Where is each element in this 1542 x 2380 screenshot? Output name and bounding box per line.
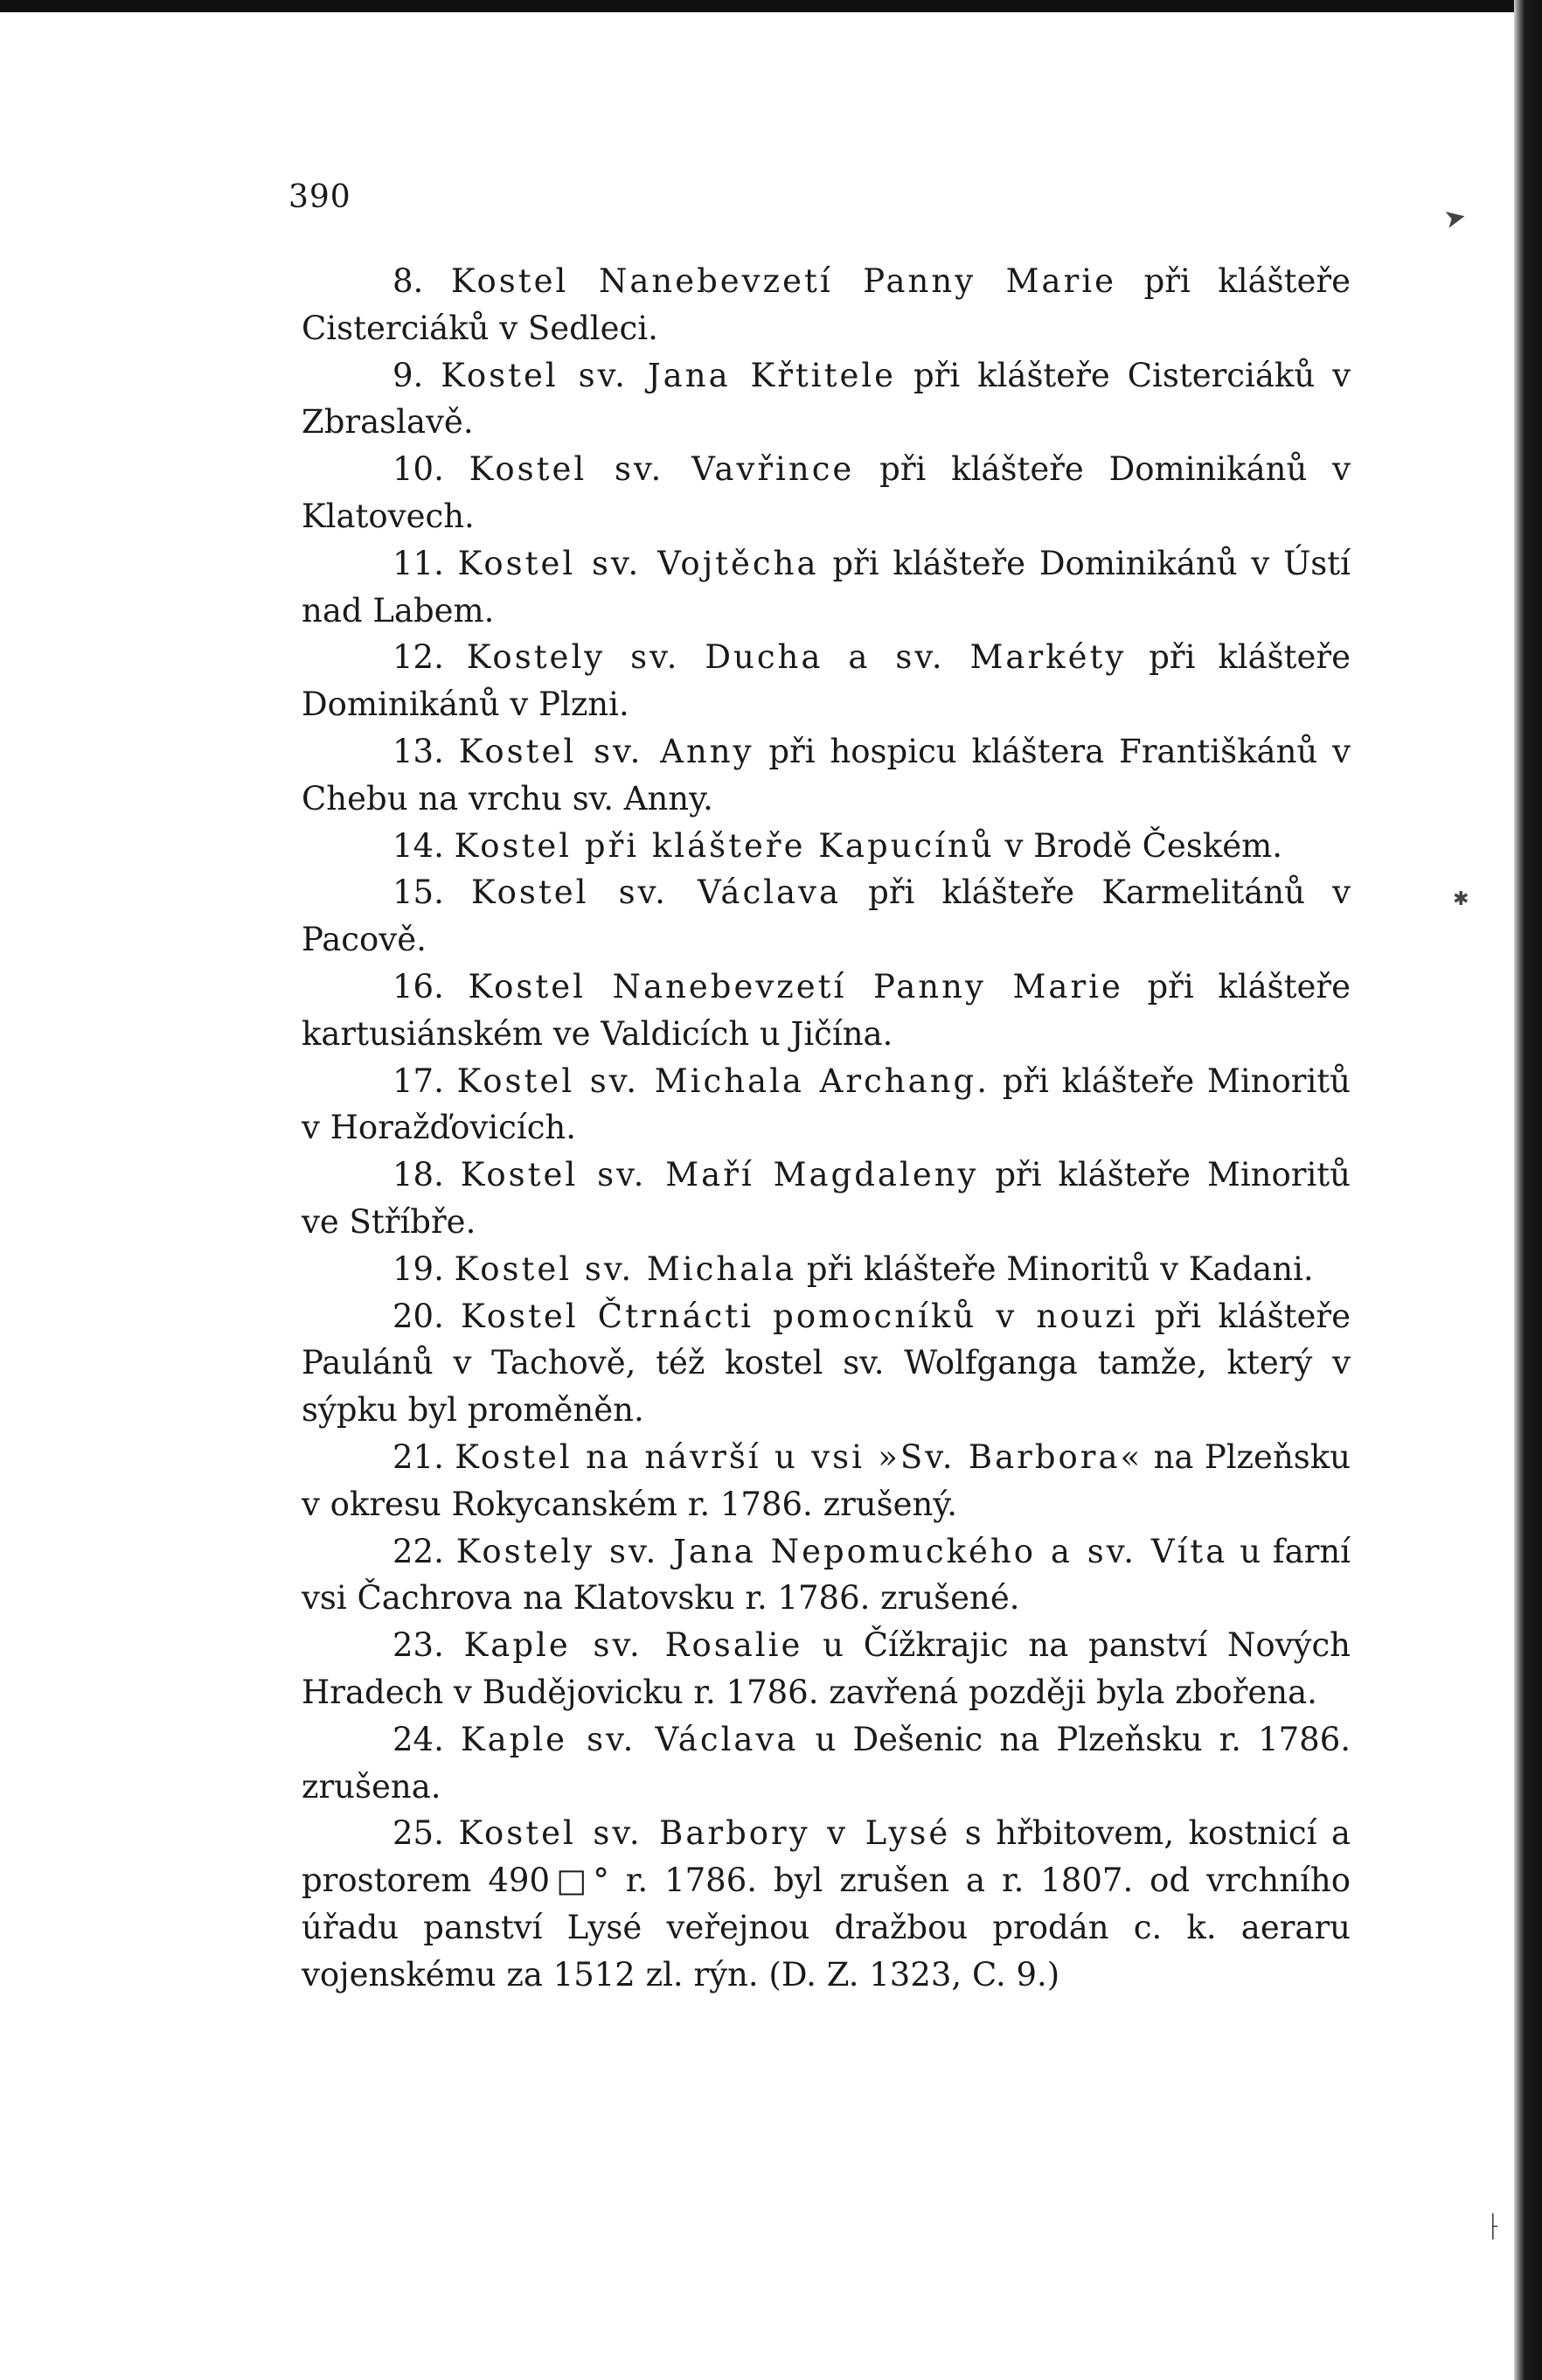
entry-heading: Kostel sv. Maří Magdaleny bbox=[460, 1156, 979, 1194]
entry-text: při klášteře Minoritů v Horažďovicích. bbox=[302, 1061, 1351, 1147]
entry-text: při klášteře Minoritů ve Stříbře. bbox=[302, 1156, 1351, 1241]
entry-number: 25. bbox=[392, 1814, 444, 1853]
list-item bbox=[302, 446, 1351, 540]
entry-heading: Kaple sv. Václava bbox=[460, 1720, 799, 1758]
list-item bbox=[302, 258, 1351, 352]
entry-text: při klášteře Paulánů v Tachově, též kostel sv. Wolfganga tamže, který v sýpku byl proměněn. bbox=[302, 1297, 1351, 1430]
entry-text: při hospicu kláštera Františkánů v Chebu na vrchu sv. Anny. bbox=[302, 732, 1351, 818]
margin-arrow-mark-icon: ➤ bbox=[1441, 200, 1469, 236]
entry-heading: Kostel sv. Vavřince bbox=[469, 450, 855, 489]
list-item bbox=[302, 728, 1351, 823]
entry-text: u Čížkrajic na panství Nových Hradech v Budějovicku r. 1786. zavřená později byla zbořena. bbox=[302, 1626, 1351, 1711]
list-item bbox=[302, 1810, 1351, 1998]
list-item bbox=[302, 1716, 1351, 1811]
page-number: 390 bbox=[288, 179, 351, 215]
entry-heading: Kostely sv. Jana Nepomuckého a sv. Víta bbox=[455, 1532, 1228, 1570]
entry-heading: Kaple sv. Rosalie bbox=[463, 1626, 803, 1665]
list-item bbox=[302, 823, 1351, 870]
entry-number: 19. bbox=[392, 1249, 444, 1288]
entry-heading: Kostel sv. Michala bbox=[454, 1249, 797, 1288]
list-item bbox=[302, 1246, 1351, 1293]
entry-number: 18. bbox=[392, 1156, 444, 1194]
margin-star-mark-icon: ✱ bbox=[1453, 888, 1469, 910]
entry-text: na Plzeňsku v okresu Rokycanském r. 1786. zrušený. bbox=[302, 1437, 1351, 1523]
entry-number: 13. bbox=[392, 732, 444, 770]
entry-text: v Brodě Českém. bbox=[994, 826, 1282, 865]
entry-text: při klášteře Dominikánů v Ústí nad Labem. bbox=[302, 544, 1351, 630]
entry-number: 22. bbox=[392, 1532, 444, 1570]
entry-number: 12. bbox=[392, 638, 444, 677]
scan-right-border bbox=[1514, 0, 1542, 2380]
entry-heading: Kostel sv. Michala Archang. bbox=[456, 1061, 990, 1100]
entry-heading: Kostel Nanebevzetí Panny Marie bbox=[468, 967, 1123, 1006]
margin-tick-mark-icon: ⸠ bbox=[1488, 2210, 1503, 2240]
list-item bbox=[302, 352, 1351, 447]
entry-number: 15. bbox=[392, 873, 444, 912]
entry-heading: Kostel sv. Vojtěcha bbox=[457, 544, 819, 582]
entry-heading: Kostel sv. Václava bbox=[471, 873, 842, 912]
entry-heading: Kostel sv. Jana Křtitele bbox=[441, 356, 897, 394]
entry-text: při klášteře Karmelitánů v Pacově. bbox=[302, 873, 1351, 959]
entry-text: při klášteře Minoritů v Kadani. bbox=[796, 1249, 1314, 1288]
entry-number: 14. bbox=[392, 826, 444, 865]
entry-number: 11. bbox=[392, 544, 444, 582]
list-item bbox=[302, 1058, 1351, 1152]
list-item bbox=[302, 1622, 1351, 1716]
entry-number: 21. bbox=[392, 1437, 444, 1476]
list-item bbox=[302, 1434, 1351, 1528]
entry-text: při klášteře Dominikánů v Plzni. bbox=[302, 638, 1351, 724]
scan-top-border bbox=[0, 0, 1542, 12]
entry-text: při klášteře Dominikánů v Klatovech. bbox=[302, 450, 1351, 535]
entry-text: u farní vsi Čachrova na Klatovsku r. 1786. zrušené. bbox=[302, 1532, 1351, 1618]
list-item bbox=[302, 869, 1351, 964]
list-item bbox=[302, 634, 1351, 728]
entry-number: 20. bbox=[392, 1297, 444, 1335]
entry-number: 17. bbox=[392, 1061, 444, 1100]
list-item bbox=[302, 1152, 1351, 1246]
entry-number: 24. bbox=[392, 1720, 444, 1758]
entry-heading: Kostel Nanebevzetí Panny Marie bbox=[450, 262, 1117, 300]
entry-text: při klášteře kartusiánském ve Valdicích u Jičína. bbox=[302, 967, 1351, 1053]
entry-text: s hřbitovem, kostnicí a prostorem 490□° r. 1786. byl zrušen a r. 1807. od vrchního úřadu panství Lysé veřejnou dražbou prodán c. k. aeraru vojenskému za 1512 zl. rýn. (D. Z. 1323, C. 9.) bbox=[302, 1814, 1351, 1994]
entry-number: 9. bbox=[392, 356, 424, 394]
entry-number: 10. bbox=[392, 450, 444, 489]
list-item bbox=[302, 964, 1351, 1058]
entry-text: při klášteře Cisterciáků v Zbraslavě. bbox=[302, 356, 1351, 442]
entry-number: 8. bbox=[392, 262, 424, 300]
entry-number: 16. bbox=[392, 967, 444, 1006]
entry-text: u Dešenic na Plzeňsku r. 1786. zrušena. bbox=[302, 1720, 1351, 1806]
entry-heading: Kostel na návrší u vsi »Sv. Barbora« bbox=[455, 1437, 1143, 1476]
entry-heading: Kostel sv. Anny bbox=[458, 732, 754, 770]
entry-text: při klášteře Cisterciáků v Sedleci. bbox=[302, 262, 1351, 347]
list-item bbox=[302, 1293, 1351, 1434]
entry-heading: Kostel Čtrnácti pomocníků v nouzi bbox=[461, 1297, 1138, 1335]
entry-number: 23. bbox=[392, 1626, 444, 1665]
entry-heading: Kostely sv. Ducha a sv. Markéty bbox=[466, 638, 1127, 677]
entry-heading: Kostel při klášteře Kapucínů bbox=[454, 826, 995, 865]
list-item bbox=[302, 540, 1351, 635]
list-item bbox=[302, 1528, 1351, 1623]
entry-heading: Kostel sv. Barbory v Lysé bbox=[458, 1814, 951, 1853]
entry-list bbox=[302, 258, 1351, 1998]
